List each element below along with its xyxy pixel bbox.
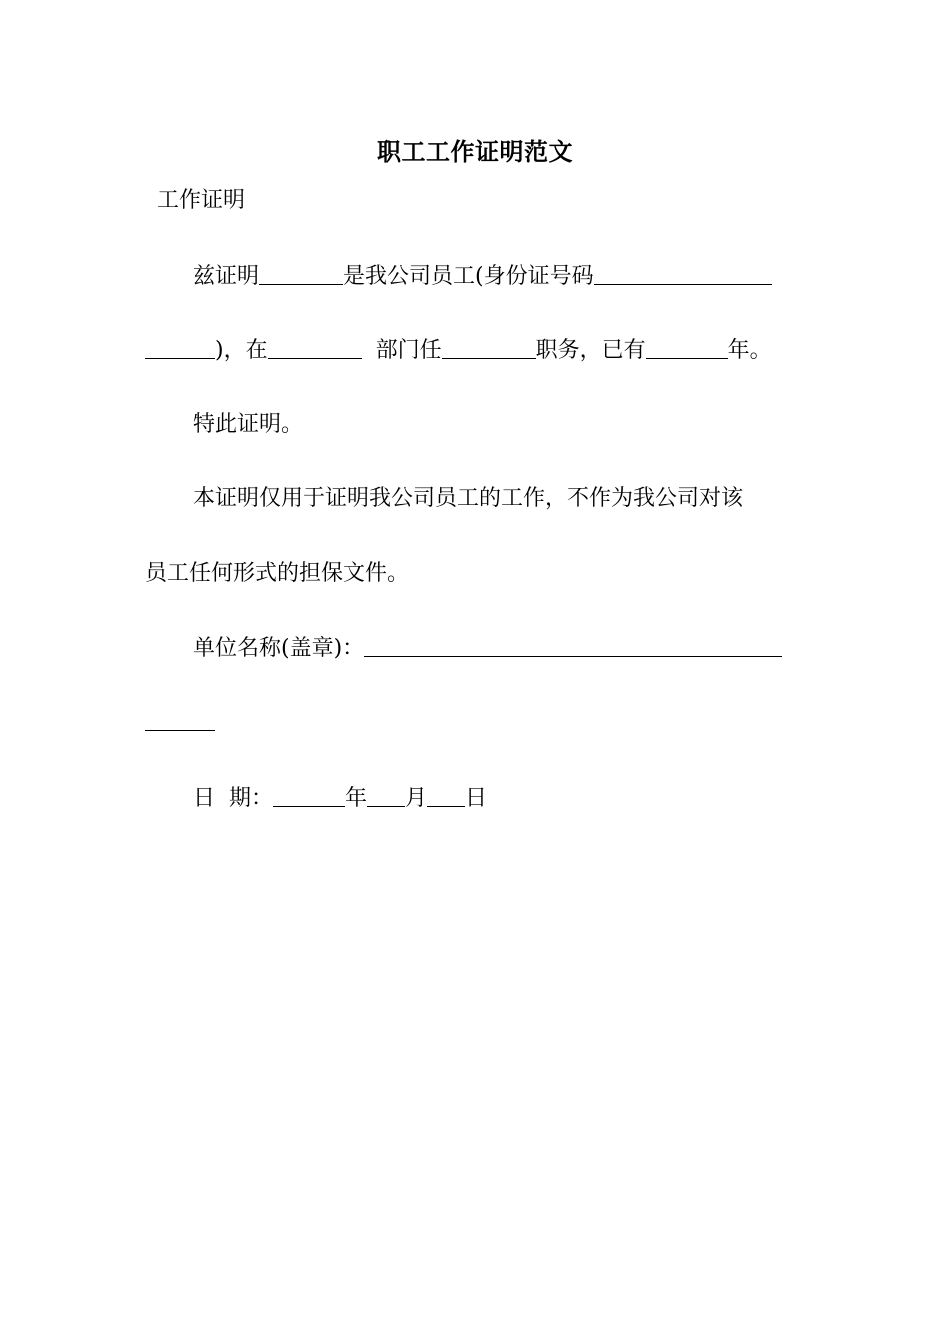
- certify-text-d: 部门任: [375, 338, 442, 363]
- company-name-blank: [364, 634, 782, 657]
- day-label: 日: [465, 786, 488, 811]
- hereby-certify: 特此证明。: [193, 412, 304, 437]
- certify-line-2: [145, 334, 772, 368]
- seal-label: 单位名称(盖章)：: [193, 636, 365, 661]
- year-blank: [273, 784, 345, 807]
- month-blank: [367, 784, 405, 807]
- years-blank: [646, 336, 728, 359]
- certify-text-e: 职务，已有: [535, 338, 646, 363]
- seal-line: [193, 632, 782, 666]
- document-subtitle: 工作证明: [157, 188, 246, 213]
- date-line: [193, 782, 487, 816]
- seal-line-cont: [145, 706, 215, 740]
- certify-text-c: )，在: [215, 338, 268, 363]
- disclaimer-line-2: 员工任何形式的担保文件。: [145, 561, 410, 586]
- date-label: 日 期：: [193, 786, 273, 811]
- certify-line-1: [193, 260, 772, 294]
- disclaimer-line-1: 本证明仅用于证明我公司员工的工作，不作为我公司对该: [193, 486, 744, 511]
- certify-text-f: 年。: [727, 338, 772, 363]
- company-name-blank-cont: [145, 708, 215, 731]
- year-label: 年: [345, 786, 368, 811]
- position-blank: [442, 336, 536, 359]
- document-title: 职工工作证明范文: [377, 137, 573, 166]
- id-number-blank-cont: [145, 336, 215, 359]
- name-blank: [259, 262, 343, 285]
- id-number-blank: [594, 262, 772, 285]
- department-blank: [268, 336, 362, 359]
- month-label: 月: [405, 786, 428, 811]
- certify-text-b: 是我公司员工(身份证号码: [343, 264, 594, 289]
- certify-text-a: 兹证明: [193, 264, 260, 289]
- day-blank: [427, 784, 465, 807]
